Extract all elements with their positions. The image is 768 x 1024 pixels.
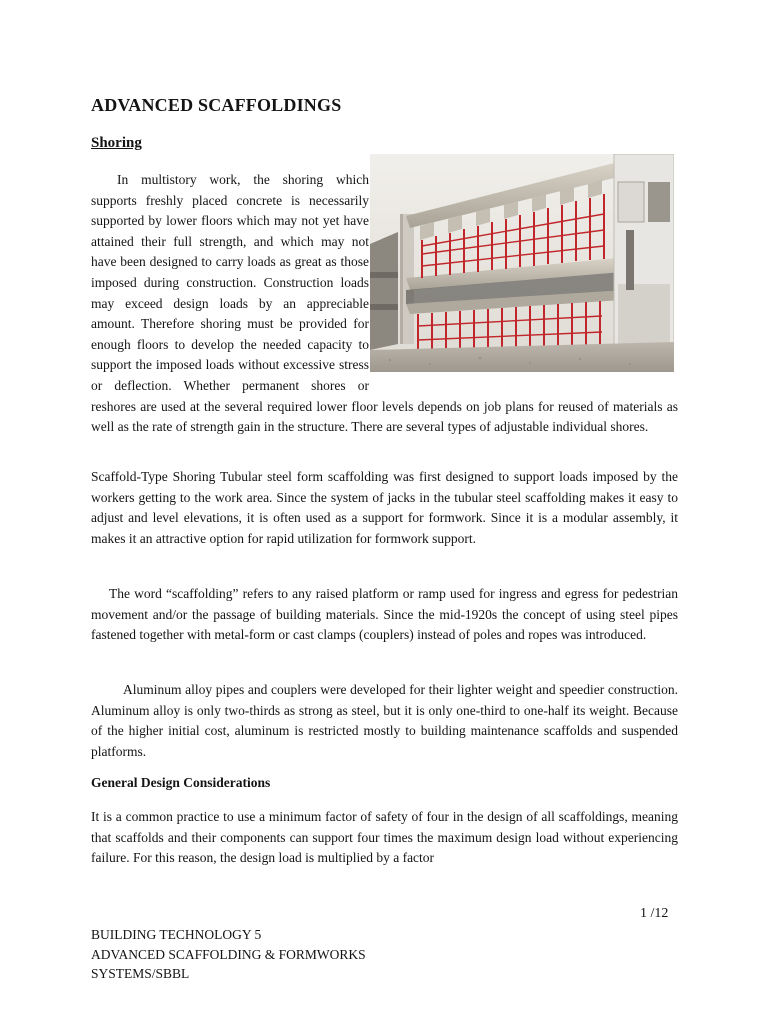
footer-line-course: BUILDING TECHNOLOGY 5 bbox=[91, 927, 262, 942]
paragraph-1-text: In multistory work, the shoring which supports freshly placed concrete is necessarily supported by lower floors which may not yet have attained their full strength, and which may not have been designed to carry loads as great as those imposed during construction. Construction loads may exceed design loads by an appreciable amount. Therefore shoring must be provided for enough floors to develop the needed capacity to support the imposed loads without excessive stress or deflection. Whether permanent shores or reshores are used at the several required lower floor levels depends on job plans for reused of materials as well as the rate of strength gain in the structure. There are several types of adjustable individual shores. bbox=[91, 172, 678, 435]
paragraph-1 bbox=[91, 170, 678, 438]
paragraph-4: Aluminum alloy pipes and couplers were developed for their lighter weight and speedier construction. Aluminum alloy is only two-thirds as strong as steel, but it is only one-third to one-half its weight. Because of the higher initial cost, aluminum is restricted mostly to building maintenance scaffolds and suspended platforms. bbox=[91, 682, 678, 759]
paragraph-5: It is a common practice to use a minimum factor of safety of four in the design of all scaffoldings, meaning that scaffolds and their components can support four times the maximum design load without experiencing failure. For this reason, the design load is multiplied by a factor bbox=[91, 809, 678, 866]
page-number: 1 /12 bbox=[640, 906, 669, 921]
document-title: ADVANCED SCAFFOLDINGS bbox=[91, 95, 342, 115]
page-footer bbox=[91, 925, 366, 984]
footer-line-topic: ADVANCED SCAFFOLDING & FORMWORKS bbox=[91, 946, 366, 962]
section-subheading-shoring: Shoring bbox=[91, 135, 142, 151]
footer-line-code: SYSTEMS/SBBL bbox=[91, 966, 190, 981]
paragraph-2: Scaffold-Type Shoring Tubular steel form scaffolding was first designed to support loads imposed by the workers getting to the work area. Since the system of jacks in the tubular steel scaffolding makes it easy to adjust and level elevations, it is often used as a support for formwork. Since it is a modular assembly, it makes it an attractive option for rapid utilization for formwork support. bbox=[91, 469, 678, 546]
paragraph-3: The word “scaffolding” refers to any raised platform or ramp used for ingress and egress for pedestrian movement and/or the passage of building materials. Since the mid-1920s the concept of using steel pipes fastened together with metal-form or cast clamps (couplers) instead of poles and ropes was introduced. bbox=[91, 586, 678, 643]
section-heading-design-considerations: General Design Considerations bbox=[91, 775, 271, 790]
